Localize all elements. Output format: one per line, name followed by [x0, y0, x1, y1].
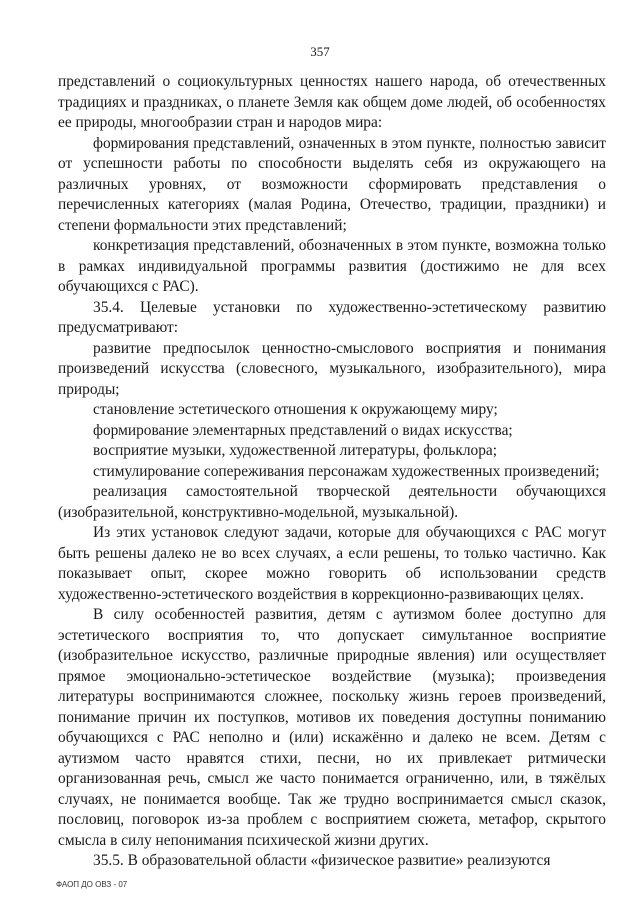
list-item: восприятие музыки, художественной литературы, фольклора; [93, 442, 498, 459]
paragraph: формирования представлений, означенных в этом пункте, полностью зависит от успешности работы по способности выделять себя из окружающего на различных уровнях, от возможности сформировать представления о перечисленных категориях (малая Родина, Отечество, традиции, праздники) и степени формальности этих представлений; [58, 134, 606, 234]
document-body [58, 72, 606, 872]
page-footer: ФАОП ДО ОВЗ - 07 [56, 880, 128, 889]
section-heading-paragraph: 35.4. Целевые установки по художественно-эстетическому развитию предусматривают: [58, 298, 606, 336]
paragraph: конкретизация представлений, обозначенных в этом пункте, возможна только в рамках индивидуальной программы развития (достижимо не для всех обучающихся с РАС). [58, 237, 606, 295]
paragraph: Из этих установок следуют задачи, которые для обучающихся с РАС могут быть решены далеко не во всех случаях, а если решены, то только частично. Как показывает опыт, скорее можно говорить об использовании средств художественно-эстетического воздействия в коррекционно-развивающих целях. [58, 524, 606, 603]
paragraph: представлений о социокультурных ценностях нашего народа, об отечественных традициях и праздниках, о планете Земля как общем доме людей, об особенностях ее природы, многообразии стран и народов мира: [58, 73, 606, 131]
list-item: формирование элементарных представлений о видах искусства; [93, 421, 513, 439]
list-item: развитие предпосылок ценностно-смыслового восприятия и понимания произведений искусства (словесного, музыкального, изобразительного), мира природы; [58, 339, 606, 398]
section-heading-paragraph: 35.5. В образовательной области «физическое развитие» реализуются [93, 852, 551, 869]
list-item: реализация самостоятельной творческой деятельности обучающихся (изобразительной, конструктивно-модельной, музыкальной). [58, 483, 606, 521]
list-item: стимулирование сопереживания персонажам художественных произведений; [93, 462, 600, 480]
paragraph: В силу особенностей развития, детям с аутизмом более доступно для эстетического восприятия то, что допускает симультанное восприятие (изобразительное искусство, различные природные явления) или осуществляет прямое эмоционально-эстетическое воздействие (музыка); произведения литературы воспринимаются сложнее, поскольку жизнь героев произведений, понимание причин их поступков, мотивов их поведения доступны пониманию обучающихся с РАС неполно и (или) искажённо и далеко не всем. Детям с аутизмом часто нравятся стихи, песни, но их привлекает ритмически организованная речь, смысл же часто понимается ограниченно, или, в тяжёлых случаях, не понимается вообще. Так же трудно воспринимается смысл сказок, пословиц, поговорок из-за проблем с восприятием сюжета, метафор, скрытого смысла в силу непонимания психической жизни других. [58, 606, 606, 849]
list-item: становление эстетического отношения к окружающему миру; [93, 401, 498, 418]
page-number: 357 [310, 44, 330, 59]
